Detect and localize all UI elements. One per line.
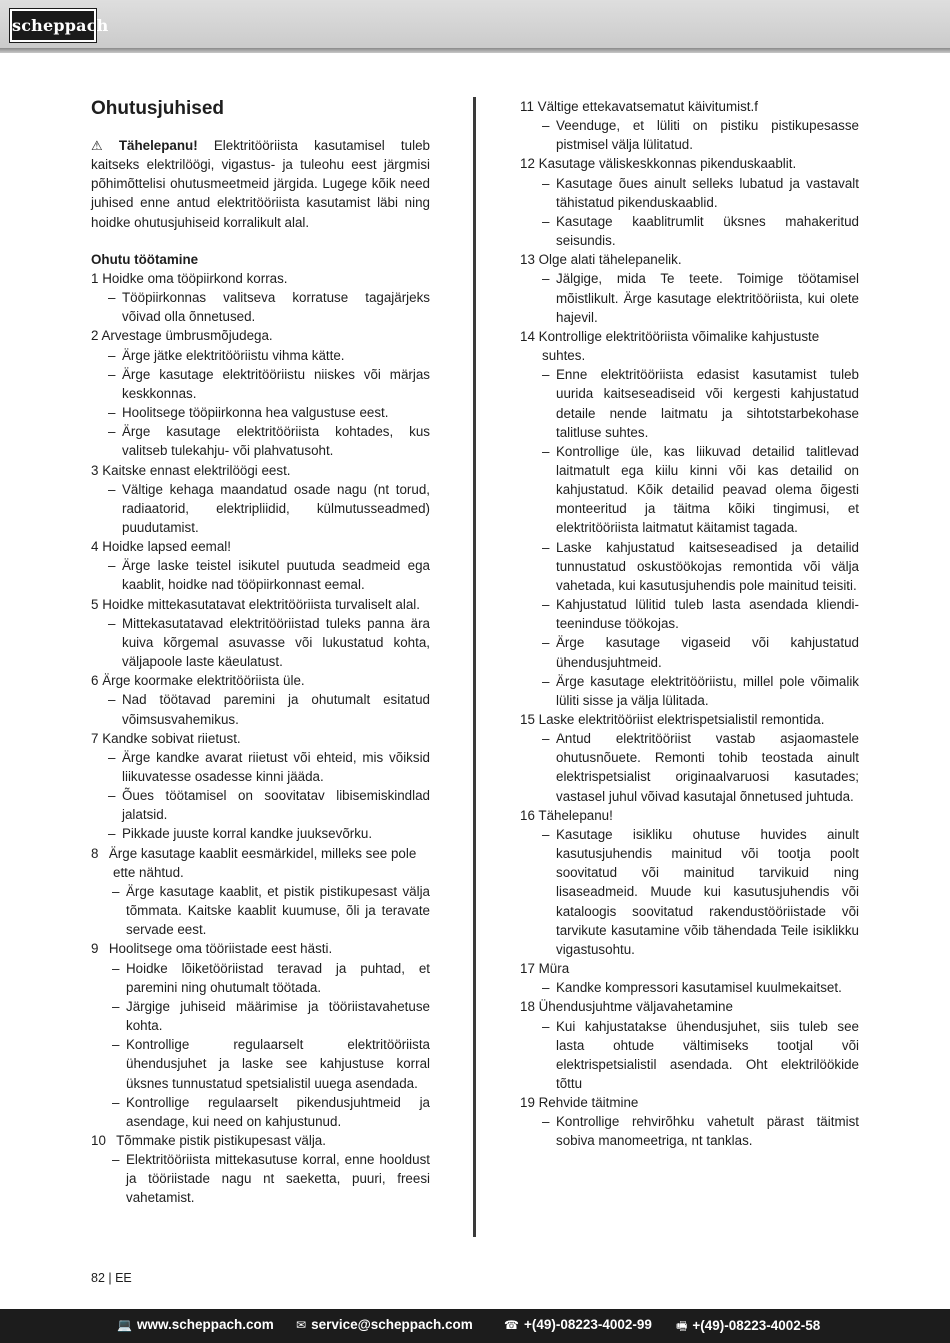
sub-item-text: Elektritööriista mittekasutuse korral, enne hooldust ja tööriistade nagu nt saeketta, puuri, freesi vahetamist.: [126, 1152, 430, 1206]
sub-item-text: Ärge kasutage elektritööriistu niiskes või märjas keskkonnas.: [122, 366, 430, 401]
sub-item-text: Kontrollige regulaarselt elektritööriista ühendusjuhet ja laske see kahjustuse korral üksnes tunnustatud spetsialistil uuega asendada.: [126, 1037, 430, 1091]
list-item: [520, 997, 859, 1016]
sub-item: – Ärge kasutage elektritööriistu niiskes või märjas keskkonnas.: [108, 366, 430, 401]
phone-icon: ☎: [504, 1318, 519, 1332]
sub-item: – Ärge kasutage vigaseid või kahjustatud ühendusjuhtmeid.: [542, 635, 859, 670]
footer-email-text: service@scheppach.com: [311, 1317, 473, 1332]
list-item: [520, 959, 859, 978]
right-column: [520, 97, 859, 1151]
sub-item: – Kontrollige üle, kas liikuvad detailid talitlevad laitmatult ega kiilu kinni või kas detailid on kahjustatud. Kõik detailid peavad olema õigesti monteeritud ja täitma kõiki tingimusi, et elektritööriista laitmatut käitamist tagada.: [542, 443, 859, 536]
list-item: [91, 1131, 430, 1150]
list-item: [520, 327, 859, 365]
sub-item-text: Mittekasutatavad elektritööriistad tuleks panna ära kuiva kõrgemal asuvasse või lukustatud kohta, väljapoole laste käeulatust.: [122, 615, 430, 670]
intro-text: Elektritööriista kasutamisel tuleb kaitseks elektrilöögi, vigastus- ja tuleohu eest järgmisi põhimõttelisi ohutusmeetmeid järgida. Lugege kõik need juhised enne antud elektritööriista kasutamist läbi ning hoidke ohutusjuhiseid korralikult alal.: [91, 138, 430, 230]
list-item-text: Arvestage ümbrusmõjudega.: [101, 328, 273, 344]
sub-item: – Kasutage kaablitrumlit üksnes mahakeritud seisundis.: [542, 213, 859, 249]
list-item: [91, 595, 430, 614]
list-item-number: 11: [520, 99, 534, 114]
sub-item: – Mittekasutatavad elektritööriistad tuleks panna ära kuiva kõrgemal asuvasse või lukustatud kohta, väljapoole laste käeulatust.: [108, 615, 430, 670]
left-column: [91, 97, 430, 1208]
sub-item-text: Laske kahjustatud kaitseseadised ja detailid tunnustatud oskustöökojas remontida või välja vahetada, kui kasutusjuhendis pole mainitud teisiti.: [556, 539, 859, 593]
sub-item: – Antud elektritööriist vastab asjaomastele ohutusnõuete. Remonti tohib teostada ainult elektrispetsialist originaalvaruosi kasutades; vastasel juhul võivad kasutajal õnnetused juhtuda.: [542, 731, 859, 804]
sub-item: – Veenduge, et lüliti on pistiku pistikupesasse pistmisel välja lülitatud.: [542, 118, 859, 153]
list-item: [91, 671, 430, 690]
list-item-number: 3: [91, 462, 99, 478]
sub-item-text: Kontrollige üle, kas liikuvad detailid talitlevad laitmatult ega kiilu kinni või kas detailid on kahjustatud. Kõik detailid peavad olema õigesti monteeritud ja täitma kõiki tingimusi, et elektritööriista laitmatut käitamist tagada.: [556, 443, 859, 536]
sub-item: – Pikkade juuste korral kandke juuksevõrku.: [108, 826, 373, 842]
list-item-text: Hoidke oma tööpiirkond korras.: [102, 270, 288, 286]
list-item: [520, 1093, 859, 1112]
list-item-text: Kandke sobivat riietust.: [102, 730, 241, 746]
sub-item-text: Kasutage isikliku ohutuse huvides ainult kasutusjuhendis mainitud või tootja poolt soovitatud või mainitud tarvikuid ning lisaseadmeid. Muude kui kasutusjuhendis või kataloogis soovitatud rakendustööriistade või tarvikute kasutamine võib tähendada Teile isiklikku vigastusohtu.: [556, 826, 859, 957]
warning-label: Tähelepanu!: [118, 138, 198, 153]
sub-item: – Tööpiirkonnas valitseva korratuse tagajärjeks võivad olla õnnetused.: [108, 290, 430, 325]
warning-triangle-icon: ⚠: [91, 138, 103, 153]
sub-item: – Hoolitsege tööpiirkonna hea valgustuse eest.: [108, 405, 389, 421]
list-item-text: Laske elektritööriist elektrispetsialistil remontida.: [538, 712, 825, 727]
sub-item-text: Antud elektritööriist vastab asjaomastele ohutusnõuete. Remonti tohib teostada ainult elektrispetsialist originaalvaruosi kasutades; vastasel juhul võivad kasutajal õnnetused juhtuda.: [556, 731, 859, 804]
list-item-number: 6: [91, 673, 99, 689]
list-item-text: Tähelepanu!: [538, 807, 613, 823]
sub-item: – Kasutage õues ainult selleks lubatud ja vastavalt tähistatud pikenduskaablid.: [542, 175, 859, 210]
section-heading: Ohutu töötamine: [91, 251, 199, 267]
list-item-number: 18: [520, 999, 535, 1015]
page-header: [0, 0, 950, 48]
footer-fax-text: +(49)-08223-4002-58: [692, 1318, 821, 1333]
sub-item: – Jälgige, mida Te teete. Toimige töötamisel mõistlikult. Ärge kasutage elektritööriista, kui olete hajevil.: [542, 271, 859, 325]
list-item-text: Tõmmake pistik pistikupesast välja.: [116, 1132, 326, 1148]
footer-phone: [504, 1317, 652, 1332]
list-item-number: 13: [520, 252, 535, 268]
list-item-text: Ärge kasutage kaablit eesmärkidel, milleks see pole ette nähtud.: [108, 845, 417, 880]
list-item-number: 10: [91, 1132, 106, 1148]
list-item: [520, 250, 859, 269]
list-item-text: Kontrollige elektritööriista võimalike kahjustuste suhtes.: [538, 328, 820, 364]
sub-item: – Ärge jätke elektritööriistu vihma kätte.: [108, 347, 345, 363]
sub-item: – Vältige kehaga maandatud osade nagu (nt torud, radiaatorid, elektripliidid, külmutusseadmed) puudutamist.: [108, 481, 430, 535]
list-item: [91, 269, 430, 288]
sub-item-text: Veenduge, et lüliti on pistiku pistikupesasse pistmisel välja lülitatud.: [556, 118, 859, 153]
sub-item: – Kandke kompressori kasutamisel kuulmekaitset.: [542, 980, 842, 996]
list-item-number: 2: [91, 328, 99, 344]
list-item-text: Hoidke mittekasutatavat elektritööriista turvaliselt alal.: [102, 596, 420, 612]
list-item-number: 7: [91, 730, 99, 746]
list-item-number: 14: [520, 328, 535, 344]
sub-item-text: Ärge laske teistel isikutel puutuda seadmeid ega kaablit, hoidke nad tööpiirkonnast eemal.: [122, 558, 430, 593]
page-number: 82 | EE: [91, 1271, 132, 1285]
sub-item-text: Kontrollige rehvirõhku vahetult pärast täitmist sobiva manomeetriga, nt tanklas.: [556, 1114, 859, 1149]
sub-item-text: Ärge kasutage elektritööriistu, millel pole võimalik lüliti sisse ja välja lülitada.: [556, 673, 859, 708]
sub-item-text: Pikkade juuste korral kandke juuksevõrku.: [122, 826, 373, 842]
sub-item: – Ärge kasutage elektritööriistu, millel pole võimalik lüliti sisse ja välja lülitada.: [542, 673, 859, 708]
sub-item: – Elektritööriista mittekasutuse korral, enne hooldust ja tööriistade nagu nt saeketta, puuri, freesi vahetamist.: [112, 1152, 430, 1206]
list-item-number: 15: [520, 712, 535, 727]
list-item-number: 4: [91, 539, 99, 555]
sub-item-text: Kasutage kaablitrumlit üksnes mahakeritud seisundis.: [556, 213, 859, 249]
list-item-number: 8: [91, 845, 99, 861]
list-item: [520, 154, 859, 173]
list-item: [91, 844, 430, 882]
list-item-number: 12: [520, 156, 535, 172]
list-item-text: Olge alati tähelepanelik.: [538, 252, 682, 268]
sub-item-text: Jälgige, mida Te teete. Toimige töötamisel mõistlikult. Ärge kasutage elektritööriista, kui olete hajevil.: [556, 271, 859, 325]
page-title: Ohutusjuhised: [91, 98, 224, 119]
sub-item: – Enne elektritööriista edasist kasutamist tuleb uurida kaitseseadiseid või kergesti kahjustatud detaile nende laitmatu ja sihtotstarbekohase talitluse suhtes.: [542, 367, 859, 440]
sub-item: – Nad töötavad paremini ja ohutumalt esitatud võimsusvahemikus.: [108, 692, 430, 727]
list-item: [520, 97, 859, 116]
list-item-number: 5: [91, 596, 99, 612]
sub-item-text: Vältige kehaga maandatud osade nagu (nt torud, radiaatorid, elektripliidid, külmutusseadmed) puudutamist.: [122, 481, 430, 535]
sub-item: – Kontrollige regulaarselt pikendusjuhtmeid ja asendage, kui need on kahjustunud.: [112, 1094, 430, 1129]
sub-item-text: Kasutage õues ainult selleks lubatud ja vastavalt tähistatud pikenduskaablid.: [556, 175, 859, 210]
list-item-text: Ühendusjuhtme väljavahetamine: [538, 999, 733, 1015]
sub-item-text: Kontrollige regulaarselt pikendusjuhtmeid ja asendage, kui need on kahjustunud.: [126, 1094, 430, 1129]
sub-item: – Kui kahjustatakse ühendusjuhet, siis tuleb see lasta ohtude vältimiseks tootjal või elektrispetsialistil asendada. Oht elektrilöökide tõttu: [542, 1018, 859, 1091]
sub-item-text: Kandke kompressori kasutamisel kuulmekaitset.: [556, 980, 842, 996]
list-item: [91, 537, 430, 556]
sub-item-text: Ärge kandke avarat riietust või ehteid, mis võiksid liikuvatesse osadesse kinni jääda.: [122, 749, 430, 784]
sub-item: – Laske kahjustatud kaitseseadised ja detailid tunnustatud oskustöökojas remontida või välja vahetada, kui kasutusjuhendis pole mainitud teisiti.: [542, 539, 859, 593]
intro-paragraph: [91, 136, 430, 232]
sub-item: – Ärge kandke avarat riietust või ehteid, mis võiksid liikuvatesse osadesse kinni jääda.: [108, 749, 430, 784]
list-item-text: Hoolitsege oma tööriistade eest hästi.: [108, 941, 333, 957]
list-item-text: Ärge koormake elektritööriista üle.: [102, 673, 305, 689]
left-instruction-list: [91, 269, 430, 1208]
sub-item-text: Hoidke lõiketööriistad teravad ja puhtad, et paremini ning ohutumalt töötada.: [126, 960, 430, 995]
list-item-number: 9: [91, 941, 99, 957]
sub-item-text: Nad töötavad paremini ja ohutumalt esitatud võimsusvahemikus.: [122, 692, 430, 727]
list-item: [520, 710, 859, 729]
list-item: [91, 326, 430, 345]
sub-item-text: Enne elektritööriista edasist kasutamist tuleb uurida kaitseseadiseid või kergesti kahjustatud detaile nende laitmatu ja sihtotstarbekohase talitluse suhtes.: [556, 367, 859, 440]
sub-item: – Kasutage isikliku ohutuse huvides ainult kasutusjuhendis mainitud või tootja poolt soovitatud või mainitud tarvikuid ning lisaseadmeid. Muude kui kasutusjuhendis või kataloogis soovitatud rakendustööriistade või tarvikute kasutamine võib tähendada Teile isiklikku vigastusohtu.: [542, 826, 859, 957]
sub-item: – Ärge kasutage kaablit, et pistik pistikupesast välja tõmmata. Kaitske kaablit kuumuse, õli ja teravate servade eest.: [112, 883, 430, 938]
sub-item: – Hoidke lõiketööriistad teravad ja puhtad, et paremini ning ohutumalt töötada.: [112, 960, 430, 995]
list-item-number: 1: [91, 270, 99, 286]
sub-item-text: Hoolitsege tööpiirkonna hea valgustuse eest.: [122, 405, 389, 421]
sub-item: – Õues töötamisel on soovitatav libisemiskindlad jalatsid.: [108, 788, 430, 823]
scheppach-logo: scheppach: [10, 9, 96, 42]
footer-phone-text: +(49)-08223-4002-99: [523, 1317, 652, 1332]
column-divider: [473, 97, 476, 1237]
sub-item: – Kahjustatud lülitid tuleb lasta asendada klienditeeninduse töökojas.: [542, 597, 859, 632]
computer-icon: 💻: [117, 1318, 132, 1332]
list-item-text: Rehvide täitmine: [538, 1095, 639, 1111]
list-item-number: 17: [520, 961, 535, 977]
sub-item-text: Kahjustatud lülitid tuleb lasta asendada klienditeeninduse töökojas.: [556, 597, 859, 632]
footer-fax: [676, 1317, 820, 1338]
list-item: [91, 939, 430, 958]
list-item: [520, 806, 859, 825]
sub-item: – Ärge kasutage elektritööriista kohtades, kus valitseb tulekahju- või plahvatusoht.: [108, 424, 430, 459]
list-item-text: Kasutage väliskeskkonnas pikenduskaablit.: [538, 156, 797, 172]
footer-web[interactable]: [117, 1317, 274, 1332]
sub-item-text: Õues töötamisel on soovitatav libisemiskindlad jalatsid.: [122, 788, 430, 823]
list-item-text: Kaitske ennast elektrilöögi eest.: [102, 462, 291, 478]
list-item: [91, 729, 430, 748]
sub-item: – Järgige juhiseid määrimise ja tööriistavahetuse kohta.: [112, 998, 430, 1034]
sub-item-text: Ärge kasutage elektritööriista kohtades, kus valitseb tulekahju- või plahvatusoht.: [122, 424, 430, 459]
sub-item-text: Ärge kasutage vigaseid või kahjustatud ühendusjuhtmeid.: [556, 635, 859, 670]
fax-icon: 🖷: [676, 1319, 688, 1333]
right-instruction-list: [520, 97, 859, 1151]
sub-item: – Kontrollige rehvirõhku vahetult pärast täitmist sobiva manomeetriga, nt tanklas.: [542, 1114, 859, 1149]
sub-item-text: Järgige juhiseid määrimise ja tööriistavahetuse kohta.: [126, 998, 430, 1034]
sub-item-text: Ärge jätke elektritööriistu vihma kätte.: [122, 347, 345, 363]
list-item-text: Müra: [538, 961, 570, 977]
sub-item-text: Tööpiirkonnas valitseva korratuse tagajärjeks võivad olla õnnetused.: [122, 290, 430, 325]
sub-item-text: Kui kahjustatakse ühendusjuhet, siis tuleb see lasta ohtude vältimiseks tootjal või elektrispetsialistil asendada. Oht elektrilöökide tõttu: [556, 1018, 859, 1091]
envelope-icon: ✉: [296, 1318, 307, 1332]
sub-item-text: Ärge kasutage kaablit, et pistik pistikupesast välja tõmmata. Kaitske kaablit kuumuse, õli ja teravate servade eest.: [126, 883, 430, 938]
list-item-text: Vältige ettekavatsematut käivitumist.f: [537, 99, 758, 114]
footer-web-text: www.scheppach.com: [136, 1317, 274, 1332]
list-item: [91, 461, 430, 480]
header-rule: [0, 48, 950, 53]
page-footer: [0, 1309, 950, 1343]
footer-email[interactable]: [296, 1317, 473, 1332]
list-item-number: 19: [520, 1095, 535, 1111]
list-item-text: Hoidke lapsed eemal!: [102, 539, 231, 555]
sub-item: – Ärge laske teistel isikutel puutuda seadmeid ega kaablit, hoidke nad tööpiirkonnast eemal.: [108, 558, 430, 593]
list-item-number: 16: [520, 807, 535, 823]
sub-item: – Kontrollige regulaarselt elektritööriista ühendusjuhet ja laske see kahjustuse korral üksnes tunnustatud spetsialistil uuega asendada.: [112, 1037, 430, 1091]
